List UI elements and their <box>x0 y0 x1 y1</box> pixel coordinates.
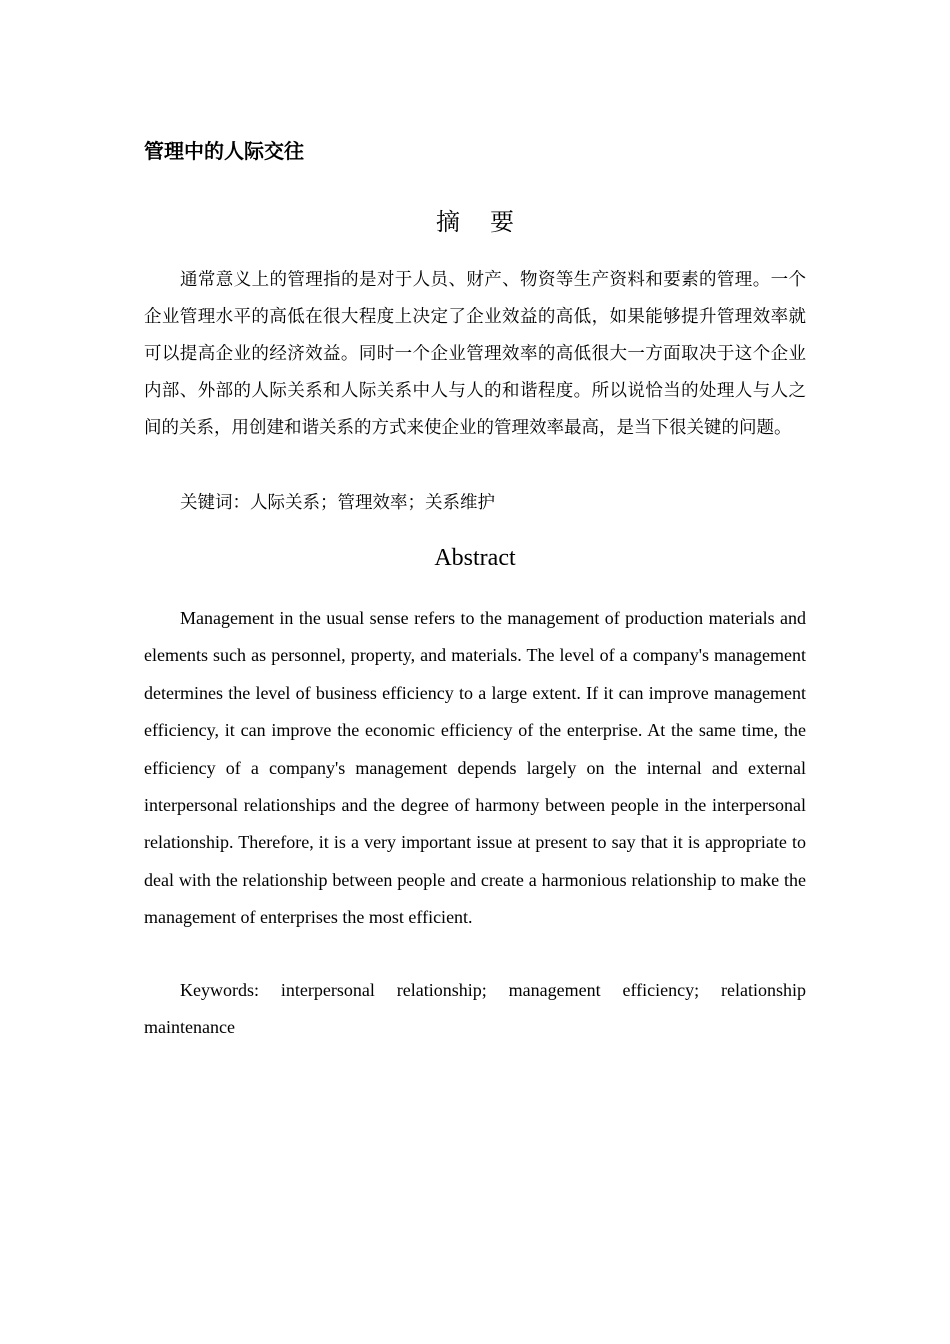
abstract-en-heading: Abstract <box>434 545 516 571</box>
abstract-cn-heading-left: 摘 <box>436 208 460 236</box>
abstract-cn-keywords: 关键词：人际关系；管理效率；关系维护 <box>180 493 495 513</box>
abstract-cn-heading-right: 要 <box>490 208 514 236</box>
abstract-cn-body: 通常意义上的管理指的是对于人员、财产、物资等生产资料和要素的管理。一个企业管理水平的高低在很大程度上决定了企业效益的高低，如果能够提升管理效率就可以提高企业的经济效益。同时一个企业管理效率的高低很大一方面取决于这个企业内部、外部的人际关系和人际关系中人与人的和谐程度。所以说恰当的处理人与人之间的关系，用创建和谐关系的方式来使企业的管理效率最高，是当下很关键的问题。 <box>144 270 806 438</box>
abstract-en-keywords: Keywords: interpersonal relationship; management efficiency; relationship maintenance <box>144 980 806 1038</box>
abstract-en-body: Management in the usual sense refers to the management of production materials and elements such as personnel, property, and materials. The level of a company's management determines the level of business efficiency to a large extent. If it can improve management efficiency, it can improve the economic efficiency of the enterprise. At the same time, the efficiency of a company's management depends largely on the internal and external interpersonal relationships and the degree of harmony between people in the interpersonal relationship. Therefore, it is a very important issue at present to say that it is appropriate to deal with the relationship between people and create a harmonious relationship to make the management of enterprises the most efficient. <box>144 608 806 928</box>
document-title: 管理中的人际交往 <box>144 139 304 163</box>
abstract-cn-heading <box>144 204 806 240</box>
